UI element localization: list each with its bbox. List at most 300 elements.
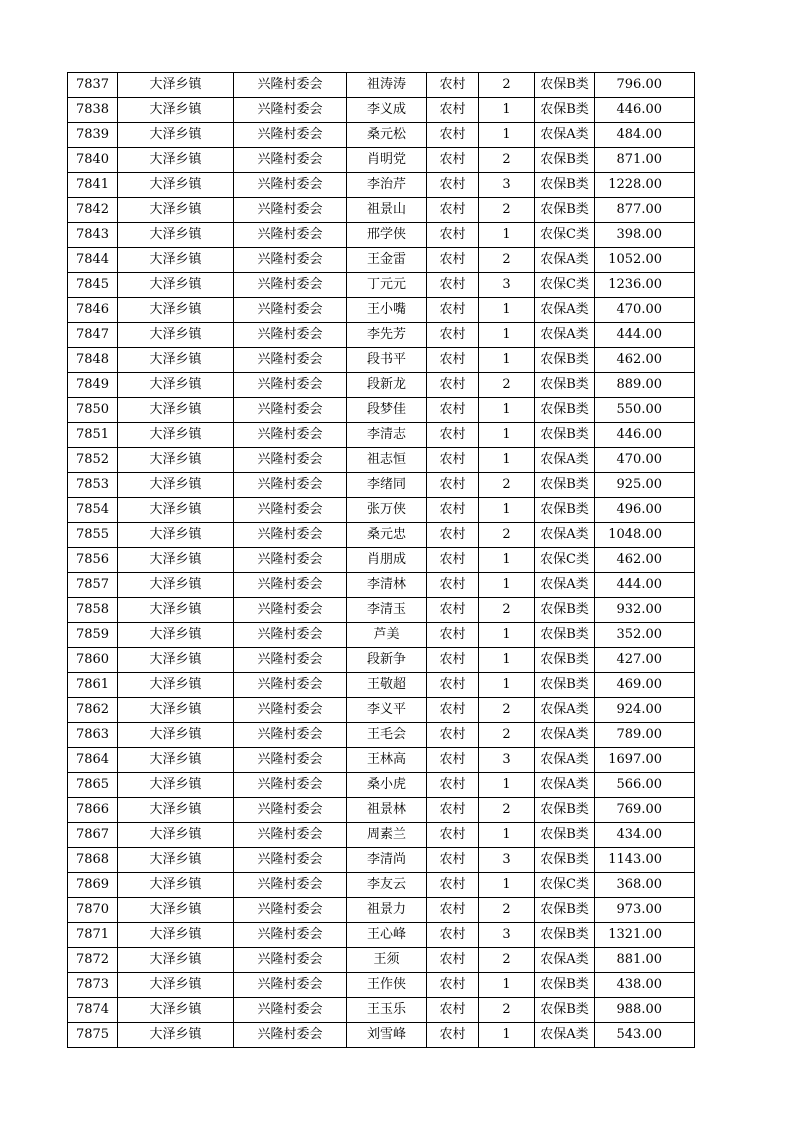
- amount-cell: 469.00: [595, 673, 695, 698]
- table-row: [68, 623, 695, 648]
- row-number-cell: 7875: [68, 1023, 118, 1048]
- insurance-category-cell: 农保B类: [535, 148, 595, 173]
- amount-cell: 446.00: [595, 98, 695, 123]
- area-type-cell: 农村: [427, 423, 479, 448]
- household-size-cell: 1: [479, 623, 535, 648]
- insurance-category-cell: 农保B类: [535, 423, 595, 448]
- row-number-cell: 7838: [68, 98, 118, 123]
- table-row: [68, 373, 695, 398]
- amount-cell: 446.00: [595, 423, 695, 448]
- row-number-cell: 7839: [68, 123, 118, 148]
- name-cell: 李清林: [347, 573, 427, 598]
- row-number-cell: 7841: [68, 173, 118, 198]
- village-committee-cell: 兴隆村委会: [234, 148, 347, 173]
- name-cell: 周素兰: [347, 823, 427, 848]
- area-type-cell: 农村: [427, 723, 479, 748]
- amount-cell: 566.00: [595, 773, 695, 798]
- area-type-cell: 农村: [427, 173, 479, 198]
- name-cell: 祖景力: [347, 898, 427, 923]
- area-type-cell: 农村: [427, 873, 479, 898]
- table-row: [68, 598, 695, 623]
- insurance-category-cell: 农保B类: [535, 598, 595, 623]
- household-size-cell: 3: [479, 848, 535, 873]
- village-committee-cell: 兴隆村委会: [234, 98, 347, 123]
- row-number-cell: 7871: [68, 923, 118, 948]
- insurance-category-cell: 农保A类: [535, 323, 595, 348]
- table-row: [68, 848, 695, 873]
- village-committee-cell: 兴隆村委会: [234, 373, 347, 398]
- village-committee-cell: 兴隆村委会: [234, 673, 347, 698]
- row-number-cell: 7860: [68, 648, 118, 673]
- insurance-category-cell: 农保A类: [535, 573, 595, 598]
- table-row: [68, 548, 695, 573]
- township-cell: 大泽乡镇: [118, 198, 234, 223]
- table-body: [68, 73, 695, 1048]
- row-number-cell: 7853: [68, 473, 118, 498]
- insurance-category-cell: 农保A类: [535, 773, 595, 798]
- area-type-cell: 农村: [427, 498, 479, 523]
- table-row: [68, 798, 695, 823]
- insurance-category-cell: 农保B类: [535, 923, 595, 948]
- village-committee-cell: 兴隆村委会: [234, 748, 347, 773]
- township-cell: 大泽乡镇: [118, 373, 234, 398]
- amount-cell: 1048.00: [595, 523, 695, 548]
- table-row: [68, 198, 695, 223]
- insurance-category-cell: 农保A类: [535, 723, 595, 748]
- area-type-cell: 农村: [427, 598, 479, 623]
- area-type-cell: 农村: [427, 198, 479, 223]
- insurance-category-cell: 农保B类: [535, 498, 595, 523]
- household-size-cell: 1: [479, 423, 535, 448]
- row-number-cell: 7847: [68, 323, 118, 348]
- area-type-cell: 农村: [427, 573, 479, 598]
- amount-cell: 871.00: [595, 148, 695, 173]
- row-number-cell: 7862: [68, 698, 118, 723]
- household-size-cell: 2: [479, 148, 535, 173]
- amount-cell: 877.00: [595, 198, 695, 223]
- insurance-category-cell: 农保C类: [535, 873, 595, 898]
- village-committee-cell: 兴隆村委会: [234, 623, 347, 648]
- household-size-cell: 1: [479, 448, 535, 473]
- insurance-category-cell: 农保B类: [535, 73, 595, 98]
- row-number-cell: 7844: [68, 248, 118, 273]
- row-number-cell: 7868: [68, 848, 118, 873]
- area-type-cell: 农村: [427, 1023, 479, 1048]
- township-cell: 大泽乡镇: [118, 648, 234, 673]
- village-committee-cell: 兴隆村委会: [234, 548, 347, 573]
- name-cell: 刘雪峰: [347, 1023, 427, 1048]
- village-committee-cell: 兴隆村委会: [234, 523, 347, 548]
- name-cell: 邢学侠: [347, 223, 427, 248]
- row-number-cell: 7846: [68, 298, 118, 323]
- village-committee-cell: 兴隆村委会: [234, 798, 347, 823]
- row-number-cell: 7840: [68, 148, 118, 173]
- table-row: [68, 698, 695, 723]
- village-committee-cell: 兴隆村委会: [234, 423, 347, 448]
- township-cell: 大泽乡镇: [118, 173, 234, 198]
- name-cell: 李友云: [347, 873, 427, 898]
- village-committee-cell: 兴隆村委会: [234, 923, 347, 948]
- insurance-category-cell: 农保B类: [535, 98, 595, 123]
- amount-cell: 789.00: [595, 723, 695, 748]
- name-cell: 肖明党: [347, 148, 427, 173]
- village-committee-cell: 兴隆村委会: [234, 773, 347, 798]
- insurance-category-cell: 农保B类: [535, 998, 595, 1023]
- amount-cell: 368.00: [595, 873, 695, 898]
- row-number-cell: 7848: [68, 348, 118, 373]
- row-number-cell: 7874: [68, 998, 118, 1023]
- table-row: [68, 423, 695, 448]
- area-type-cell: 农村: [427, 623, 479, 648]
- township-cell: 大泽乡镇: [118, 823, 234, 848]
- row-number-cell: 7855: [68, 523, 118, 548]
- amount-cell: 988.00: [595, 998, 695, 1023]
- household-size-cell: 1: [479, 123, 535, 148]
- village-committee-cell: 兴隆村委会: [234, 473, 347, 498]
- amount-cell: 438.00: [595, 973, 695, 998]
- row-number-cell: 7845: [68, 273, 118, 298]
- area-type-cell: 农村: [427, 323, 479, 348]
- table-row: [68, 748, 695, 773]
- area-type-cell: 农村: [427, 673, 479, 698]
- area-type-cell: 农村: [427, 223, 479, 248]
- township-cell: 大泽乡镇: [118, 223, 234, 248]
- amount-cell: 427.00: [595, 648, 695, 673]
- household-size-cell: 1: [479, 873, 535, 898]
- amount-cell: 470.00: [595, 298, 695, 323]
- row-number-cell: 7864: [68, 748, 118, 773]
- household-size-cell: 3: [479, 273, 535, 298]
- household-size-cell: 2: [479, 248, 535, 273]
- insurance-category-cell: 农保A类: [535, 698, 595, 723]
- insurance-category-cell: 农保B类: [535, 898, 595, 923]
- table-row: [68, 1023, 695, 1048]
- row-number-cell: 7866: [68, 798, 118, 823]
- area-type-cell: 农村: [427, 448, 479, 473]
- township-cell: 大泽乡镇: [118, 723, 234, 748]
- township-cell: 大泽乡镇: [118, 598, 234, 623]
- township-cell: 大泽乡镇: [118, 973, 234, 998]
- area-type-cell: 农村: [427, 748, 479, 773]
- table-row: [68, 223, 695, 248]
- village-committee-cell: 兴隆村委会: [234, 448, 347, 473]
- township-cell: 大泽乡镇: [118, 623, 234, 648]
- household-size-cell: 2: [479, 998, 535, 1023]
- township-cell: 大泽乡镇: [118, 98, 234, 123]
- name-cell: 段新争: [347, 648, 427, 673]
- amount-cell: 1052.00: [595, 248, 695, 273]
- area-type-cell: 农村: [427, 398, 479, 423]
- township-cell: 大泽乡镇: [118, 123, 234, 148]
- area-type-cell: 农村: [427, 773, 479, 798]
- table-row: [68, 898, 695, 923]
- household-size-cell: 2: [479, 723, 535, 748]
- township-cell: 大泽乡镇: [118, 873, 234, 898]
- table-row: [68, 348, 695, 373]
- household-size-cell: 2: [479, 373, 535, 398]
- row-number-cell: 7851: [68, 423, 118, 448]
- table-row: [68, 73, 695, 98]
- township-cell: 大泽乡镇: [118, 473, 234, 498]
- row-number-cell: 7870: [68, 898, 118, 923]
- name-cell: 张万侠: [347, 498, 427, 523]
- name-cell: 桑元松: [347, 123, 427, 148]
- household-size-cell: 1: [479, 348, 535, 373]
- row-number-cell: 7856: [68, 548, 118, 573]
- household-size-cell: 1: [479, 823, 535, 848]
- row-number-cell: 7859: [68, 623, 118, 648]
- name-cell: 肖朋成: [347, 548, 427, 573]
- name-cell: 王金雷: [347, 248, 427, 273]
- area-type-cell: 农村: [427, 648, 479, 673]
- amount-cell: 769.00: [595, 798, 695, 823]
- village-committee-cell: 兴隆村委会: [234, 173, 347, 198]
- table-row: [68, 673, 695, 698]
- village-committee-cell: 兴隆村委会: [234, 348, 347, 373]
- subsidy-table: [67, 72, 695, 1048]
- household-size-cell: 1: [479, 398, 535, 423]
- area-type-cell: 农村: [427, 948, 479, 973]
- township-cell: 大泽乡镇: [118, 73, 234, 98]
- table-row: [68, 173, 695, 198]
- insurance-category-cell: 农保A类: [535, 948, 595, 973]
- amount-cell: 352.00: [595, 623, 695, 648]
- township-cell: 大泽乡镇: [118, 998, 234, 1023]
- insurance-category-cell: 农保A类: [535, 448, 595, 473]
- amount-cell: 924.00: [595, 698, 695, 723]
- table-row: [68, 398, 695, 423]
- amount-cell: 973.00: [595, 898, 695, 923]
- village-committee-cell: 兴隆村委会: [234, 698, 347, 723]
- household-size-cell: 1: [479, 773, 535, 798]
- insurance-category-cell: 农保B类: [535, 473, 595, 498]
- table-row: [68, 573, 695, 598]
- name-cell: 李先芳: [347, 323, 427, 348]
- amount-cell: 484.00: [595, 123, 695, 148]
- name-cell: 李义平: [347, 698, 427, 723]
- name-cell: 王玉乐: [347, 998, 427, 1023]
- insurance-category-cell: 农保A类: [535, 523, 595, 548]
- insurance-category-cell: 农保B类: [535, 348, 595, 373]
- row-number-cell: 7872: [68, 948, 118, 973]
- township-cell: 大泽乡镇: [118, 673, 234, 698]
- amount-cell: 925.00: [595, 473, 695, 498]
- township-cell: 大泽乡镇: [118, 798, 234, 823]
- name-cell: 王须: [347, 948, 427, 973]
- household-size-cell: 1: [479, 498, 535, 523]
- township-cell: 大泽乡镇: [118, 573, 234, 598]
- row-number-cell: 7849: [68, 373, 118, 398]
- township-cell: 大泽乡镇: [118, 698, 234, 723]
- area-type-cell: 农村: [427, 348, 479, 373]
- amount-cell: 881.00: [595, 948, 695, 973]
- township-cell: 大泽乡镇: [118, 423, 234, 448]
- insurance-category-cell: 农保B类: [535, 398, 595, 423]
- name-cell: 祖涛涛: [347, 73, 427, 98]
- table-row: [68, 148, 695, 173]
- area-type-cell: 农村: [427, 273, 479, 298]
- township-cell: 大泽乡镇: [118, 523, 234, 548]
- amount-cell: 496.00: [595, 498, 695, 523]
- amount-cell: 434.00: [595, 823, 695, 848]
- name-cell: 段新龙: [347, 373, 427, 398]
- household-size-cell: 2: [479, 73, 535, 98]
- village-committee-cell: 兴隆村委会: [234, 248, 347, 273]
- household-size-cell: 2: [479, 523, 535, 548]
- township-cell: 大泽乡镇: [118, 948, 234, 973]
- village-committee-cell: 兴隆村委会: [234, 223, 347, 248]
- household-size-cell: 1: [479, 548, 535, 573]
- amount-cell: 1321.00: [595, 923, 695, 948]
- household-size-cell: 1: [479, 1023, 535, 1048]
- name-cell: 李清志: [347, 423, 427, 448]
- table-row: [68, 723, 695, 748]
- area-type-cell: 农村: [427, 98, 479, 123]
- insurance-category-cell: 农保B类: [535, 373, 595, 398]
- village-committee-cell: 兴隆村委会: [234, 298, 347, 323]
- village-committee-cell: 兴隆村委会: [234, 573, 347, 598]
- area-type-cell: 农村: [427, 373, 479, 398]
- insurance-category-cell: 农保C类: [535, 273, 595, 298]
- insurance-category-cell: 农保A类: [535, 123, 595, 148]
- amount-cell: 1697.00: [595, 748, 695, 773]
- row-number-cell: 7865: [68, 773, 118, 798]
- table-row: [68, 823, 695, 848]
- name-cell: 王林高: [347, 748, 427, 773]
- amount-cell: 889.00: [595, 373, 695, 398]
- name-cell: 李义成: [347, 98, 427, 123]
- insurance-category-cell: 农保B类: [535, 623, 595, 648]
- insurance-category-cell: 农保C类: [535, 223, 595, 248]
- insurance-category-cell: 农保A类: [535, 1023, 595, 1048]
- village-committee-cell: 兴隆村委会: [234, 398, 347, 423]
- insurance-category-cell: 农保B类: [535, 798, 595, 823]
- village-committee-cell: 兴隆村委会: [234, 723, 347, 748]
- household-size-cell: 1: [479, 323, 535, 348]
- household-size-cell: 3: [479, 748, 535, 773]
- area-type-cell: 农村: [427, 73, 479, 98]
- name-cell: 桑元忠: [347, 523, 427, 548]
- township-cell: 大泽乡镇: [118, 498, 234, 523]
- insurance-category-cell: 农保B类: [535, 648, 595, 673]
- village-committee-cell: 兴隆村委会: [234, 873, 347, 898]
- area-type-cell: 农村: [427, 148, 479, 173]
- amount-cell: 932.00: [595, 598, 695, 623]
- household-size-cell: 3: [479, 173, 535, 198]
- name-cell: 李治芹: [347, 173, 427, 198]
- household-size-cell: 1: [479, 648, 535, 673]
- village-committee-cell: 兴隆村委会: [234, 273, 347, 298]
- area-type-cell: 农村: [427, 898, 479, 923]
- table-row: [68, 298, 695, 323]
- township-cell: 大泽乡镇: [118, 898, 234, 923]
- township-cell: 大泽乡镇: [118, 1023, 234, 1048]
- table-row: [68, 98, 695, 123]
- insurance-category-cell: 农保B类: [535, 848, 595, 873]
- area-type-cell: 农村: [427, 548, 479, 573]
- table-row: [68, 498, 695, 523]
- insurance-category-cell: 农保C类: [535, 548, 595, 573]
- township-cell: 大泽乡镇: [118, 273, 234, 298]
- township-cell: 大泽乡镇: [118, 298, 234, 323]
- area-type-cell: 农村: [427, 123, 479, 148]
- village-committee-cell: 兴隆村委会: [234, 998, 347, 1023]
- row-number-cell: 7854: [68, 498, 118, 523]
- township-cell: 大泽乡镇: [118, 848, 234, 873]
- insurance-category-cell: 农保B类: [535, 198, 595, 223]
- area-type-cell: 农村: [427, 848, 479, 873]
- household-size-cell: 2: [479, 473, 535, 498]
- household-size-cell: 2: [479, 598, 535, 623]
- amount-cell: 543.00: [595, 1023, 695, 1048]
- table-row: [68, 998, 695, 1023]
- name-cell: 段梦佳: [347, 398, 427, 423]
- table-row: [68, 773, 695, 798]
- village-committee-cell: 兴隆村委会: [234, 973, 347, 998]
- household-size-cell: 1: [479, 298, 535, 323]
- insurance-category-cell: 农保A类: [535, 748, 595, 773]
- amount-cell: 470.00: [595, 448, 695, 473]
- name-cell: 王毛会: [347, 723, 427, 748]
- insurance-category-cell: 农保A类: [535, 248, 595, 273]
- table-row: [68, 473, 695, 498]
- row-number-cell: 7842: [68, 198, 118, 223]
- amount-cell: 1236.00: [595, 273, 695, 298]
- name-cell: 祖景林: [347, 798, 427, 823]
- amount-cell: 444.00: [595, 573, 695, 598]
- area-type-cell: 农村: [427, 798, 479, 823]
- name-cell: 李清玉: [347, 598, 427, 623]
- name-cell: 丁元元: [347, 273, 427, 298]
- amount-cell: 550.00: [595, 398, 695, 423]
- amount-cell: 1143.00: [595, 848, 695, 873]
- amount-cell: 462.00: [595, 548, 695, 573]
- village-committee-cell: 兴隆村委会: [234, 823, 347, 848]
- row-number-cell: 7837: [68, 73, 118, 98]
- area-type-cell: 农村: [427, 923, 479, 948]
- table-row: [68, 648, 695, 673]
- insurance-category-cell: 农保B类: [535, 673, 595, 698]
- household-size-cell: 1: [479, 673, 535, 698]
- township-cell: 大泽乡镇: [118, 748, 234, 773]
- township-cell: 大泽乡镇: [118, 148, 234, 173]
- row-number-cell: 7863: [68, 723, 118, 748]
- table-row: [68, 873, 695, 898]
- table-row: [68, 123, 695, 148]
- table-row: [68, 948, 695, 973]
- insurance-category-cell: 农保B类: [535, 173, 595, 198]
- household-size-cell: 2: [479, 948, 535, 973]
- name-cell: 段书平: [347, 348, 427, 373]
- name-cell: 李绪同: [347, 473, 427, 498]
- name-cell: 李清尚: [347, 848, 427, 873]
- household-size-cell: 2: [479, 198, 535, 223]
- row-number-cell: 7861: [68, 673, 118, 698]
- area-type-cell: 农村: [427, 473, 479, 498]
- insurance-category-cell: 农保A类: [535, 298, 595, 323]
- area-type-cell: 农村: [427, 823, 479, 848]
- name-cell: 祖志恒: [347, 448, 427, 473]
- village-committee-cell: 兴隆村委会: [234, 123, 347, 148]
- village-committee-cell: 兴隆村委会: [234, 848, 347, 873]
- name-cell: 王敬超: [347, 673, 427, 698]
- village-committee-cell: 兴隆村委会: [234, 898, 347, 923]
- village-committee-cell: 兴隆村委会: [234, 73, 347, 98]
- area-type-cell: 农村: [427, 698, 479, 723]
- name-cell: 王小嘴: [347, 298, 427, 323]
- township-cell: 大泽乡镇: [118, 323, 234, 348]
- township-cell: 大泽乡镇: [118, 348, 234, 373]
